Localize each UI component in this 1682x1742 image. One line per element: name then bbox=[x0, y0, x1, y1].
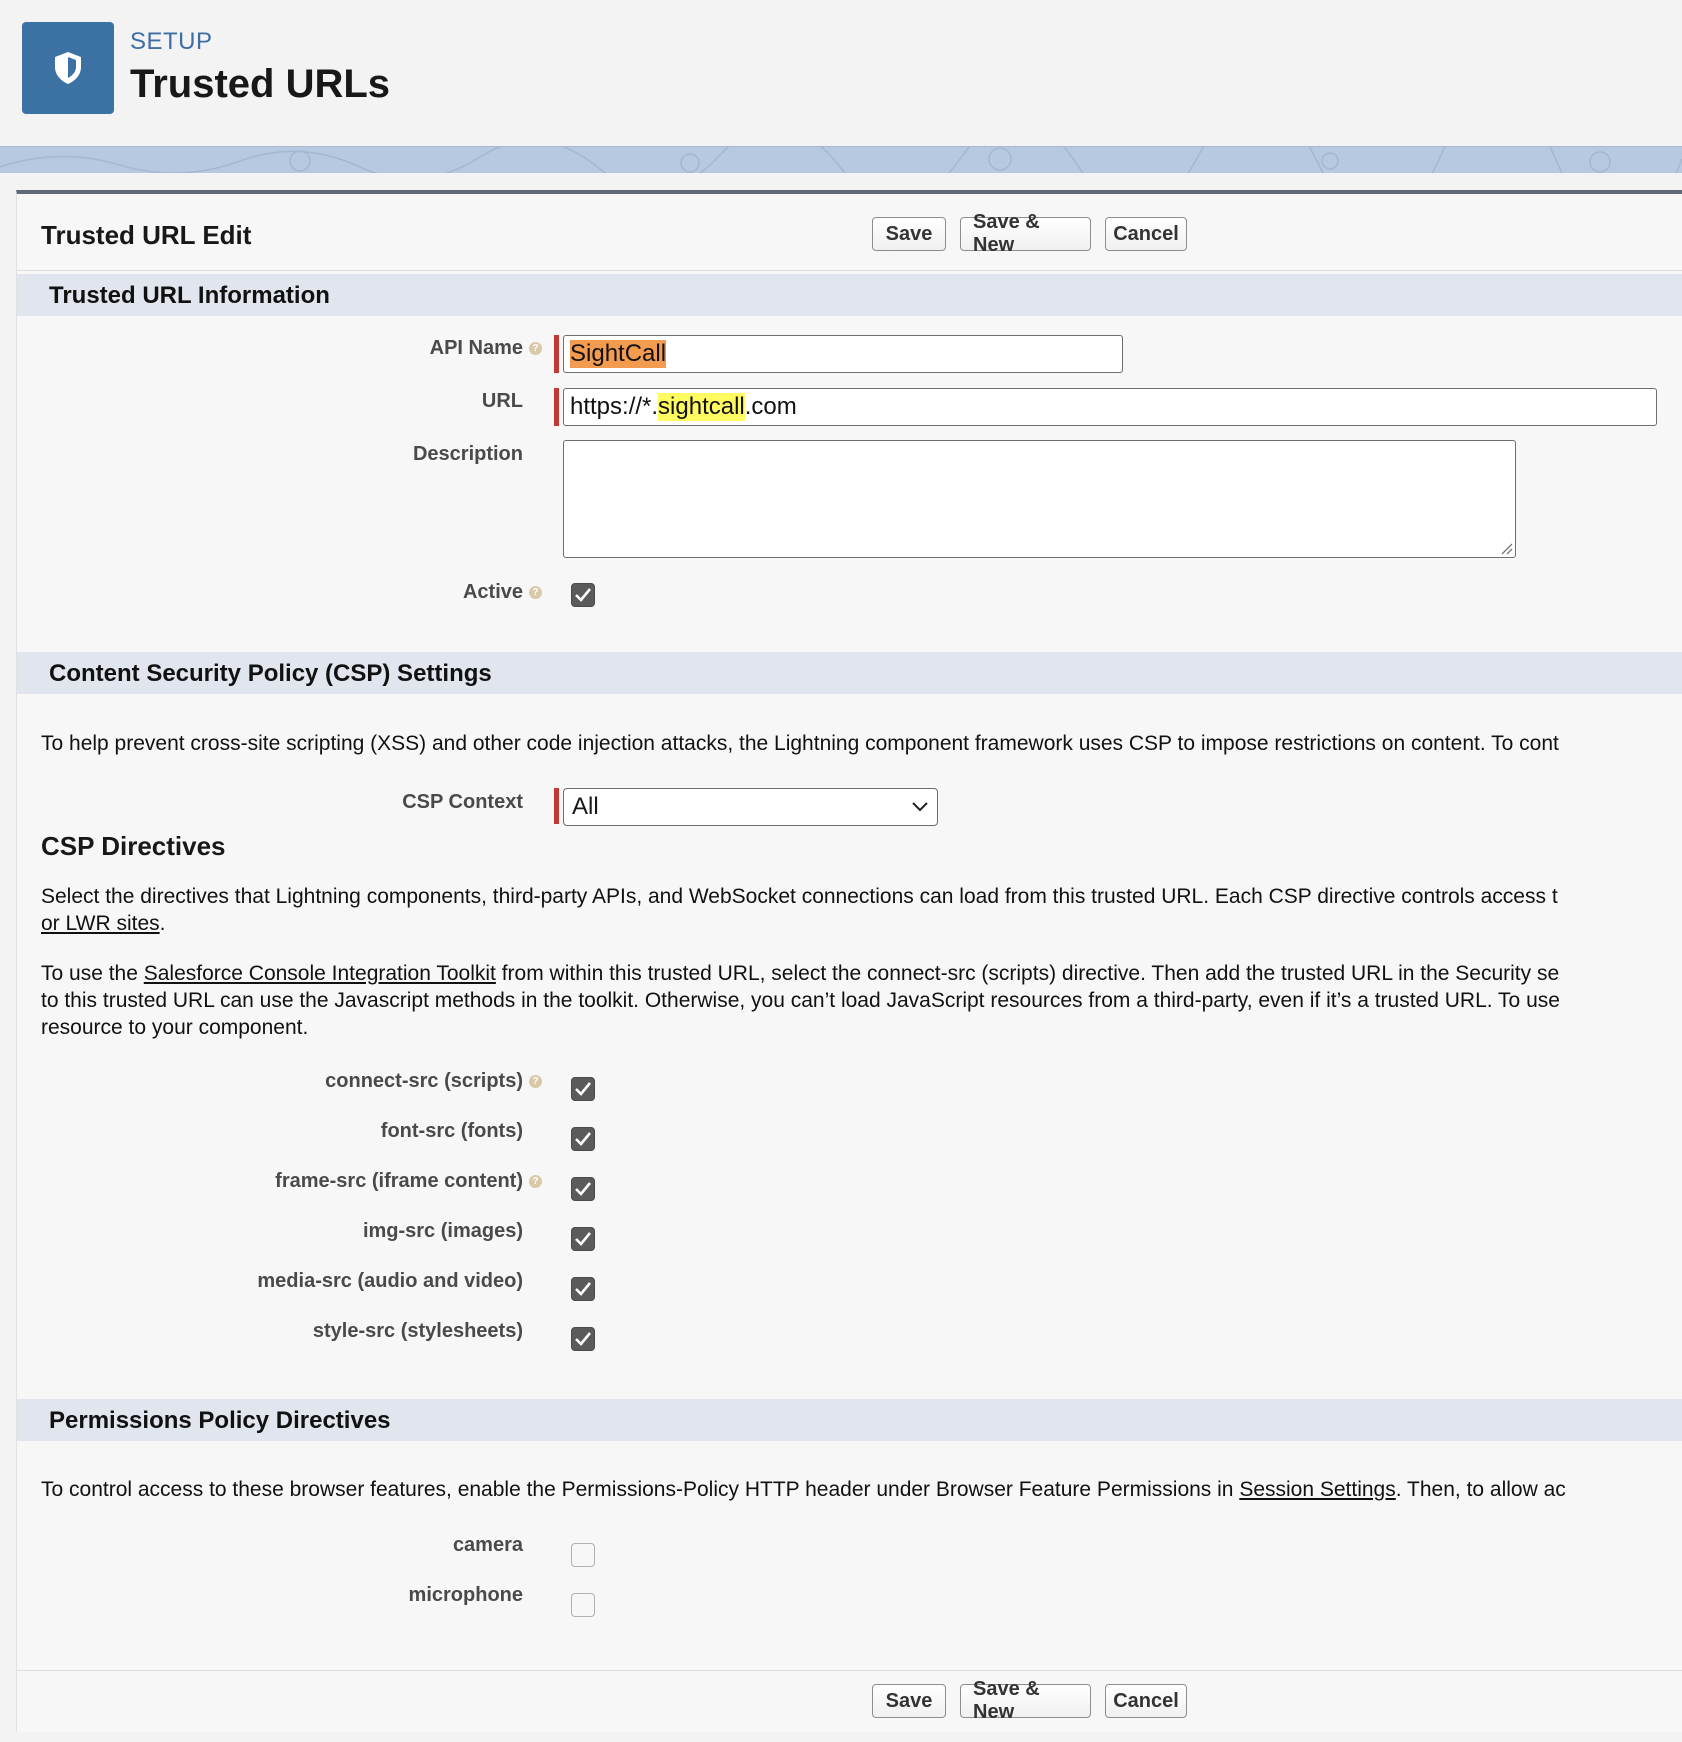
paragraph-line bbox=[41, 960, 1682, 987]
top-button-bar bbox=[872, 211, 1187, 256]
session-settings-link[interactable]: Session Settings bbox=[1239, 1478, 1396, 1501]
section-header-csp bbox=[17, 652, 1682, 694]
required-indicator bbox=[554, 788, 559, 824]
api-name-label: API Name bbox=[429, 337, 523, 359]
camera-label: camera bbox=[452, 1534, 523, 1556]
active-label: Active bbox=[462, 581, 523, 603]
section-title: Content Security Policy (CSP) Settings bbox=[49, 660, 492, 687]
section-title: Trusted URL Information bbox=[49, 282, 330, 309]
required-indicator bbox=[554, 335, 559, 373]
help-icon[interactable]: ? bbox=[529, 1175, 542, 1188]
active-checkbox[interactable] bbox=[571, 583, 595, 607]
csp-intro-text: To help prevent cross-site scripting (XSS) and other code injection attacks, the Lightning component framework uses CSP to impose restrictions on content. To cont bbox=[41, 732, 1559, 755]
csp-context-value: All bbox=[572, 793, 599, 820]
url-value-prefix: https://*. bbox=[570, 393, 659, 420]
save-new-button[interactable]: Save & New bbox=[960, 217, 1091, 251]
paragraph-line: resource to your component. bbox=[41, 1016, 309, 1039]
console-toolkit-link[interactable]: Salesforce Console Integration Toolkit bbox=[143, 962, 496, 985]
lwr-sites-link[interactable]: or LWR sites bbox=[41, 912, 160, 935]
style-src-checkbox[interactable] bbox=[571, 1327, 595, 1351]
page-title: Trusted URLs bbox=[130, 62, 391, 106]
paragraph-line: Select the directives that Lightning components, third-party APIs, and WebSocket connections can load from this trusted URL. Each CSP directive controls access t bbox=[41, 885, 1558, 908]
directive-label-img-src: img-src (images) bbox=[362, 1220, 523, 1242]
csp-context-label: CSP Context bbox=[402, 791, 523, 813]
permissions-intro-text bbox=[41, 1476, 1682, 1503]
required-indicator bbox=[554, 388, 559, 426]
save-new-button[interactable]: Save & New bbox=[960, 1684, 1091, 1718]
save-button[interactable]: Save bbox=[872, 217, 946, 251]
section-header-permissions bbox=[17, 1399, 1682, 1441]
section-title: Permissions Policy Directives bbox=[49, 1407, 391, 1434]
cancel-button[interactable]: Cancel bbox=[1105, 217, 1187, 251]
paragraph-line bbox=[41, 910, 1682, 937]
api-name-input[interactable] bbox=[563, 335, 1123, 373]
img-src-checkbox[interactable] bbox=[571, 1227, 595, 1251]
page-header bbox=[0, 0, 1682, 146]
url-value-suffix: .com bbox=[744, 393, 797, 420]
divider bbox=[17, 1670, 1682, 1671]
text-segment: To control access to these browser features, enable the Permissions-Policy HTTP header under Browser Feature Permissions in bbox=[41, 1478, 1240, 1501]
bottom-button-bar bbox=[872, 1678, 1187, 1723]
decorative-banner bbox=[0, 146, 1682, 173]
section-header-info bbox=[17, 274, 1682, 316]
frame-src-checkbox[interactable] bbox=[571, 1177, 595, 1201]
help-icon[interactable]: ? bbox=[529, 586, 542, 599]
edit-title: Trusted URL Edit bbox=[41, 220, 252, 250]
directive-label-font-src: font-src (fonts) bbox=[380, 1120, 523, 1142]
breadcrumb[interactable]: SETUP bbox=[130, 28, 213, 55]
url-value-highlight: sightcall bbox=[658, 393, 745, 420]
save-button[interactable]: Save bbox=[872, 1684, 946, 1718]
url-label: URL bbox=[481, 390, 523, 412]
microphone-label: microphone bbox=[408, 1584, 523, 1606]
help-icon[interactable]: ? bbox=[529, 342, 542, 355]
chevron-down-icon bbox=[911, 801, 929, 813]
shield-icon bbox=[22, 22, 114, 114]
media-src-checkbox[interactable] bbox=[571, 1277, 595, 1301]
csp-directives-heading: CSP Directives bbox=[41, 831, 226, 861]
api-name-value: SightCall bbox=[570, 340, 667, 367]
description-textarea[interactable] bbox=[563, 440, 1516, 558]
csp-directives-text-1 bbox=[41, 883, 1682, 937]
directive-label-media-src: media-src (audio and video) bbox=[257, 1270, 523, 1292]
directive-label-connect-src: connect-src (scripts) bbox=[325, 1070, 523, 1092]
font-src-checkbox[interactable] bbox=[571, 1127, 595, 1151]
text-segment: from within this trusted URL, select the connect-src (scripts) directive. Then add the trusted URL in the Security se bbox=[495, 962, 1560, 985]
resize-handle-icon[interactable] bbox=[1499, 541, 1513, 555]
directive-label-frame-src: frame-src (iframe content) bbox=[275, 1170, 523, 1192]
camera-checkbox[interactable] bbox=[571, 1543, 595, 1567]
description-label: Description bbox=[412, 443, 523, 465]
csp-context-select[interactable] bbox=[563, 788, 938, 826]
paragraph-line: to this trusted URL can use the Javascript methods in the toolkit. Otherwise, you can’t load JavaScript resources from a third-party, even if it’s a trusted URL. To use bbox=[41, 989, 1560, 1012]
connect-src-checkbox[interactable] bbox=[571, 1077, 595, 1101]
text-segment: To use the bbox=[41, 962, 144, 985]
cancel-button[interactable]: Cancel bbox=[1105, 1684, 1187, 1718]
edit-panel bbox=[16, 190, 1682, 1732]
csp-directives-text-2 bbox=[41, 960, 1682, 1041]
paragraph-end: . bbox=[159, 912, 166, 935]
microphone-checkbox[interactable] bbox=[571, 1593, 595, 1617]
divider bbox=[17, 270, 1682, 271]
help-icon[interactable]: ? bbox=[529, 1075, 542, 1088]
directive-label-style-src: style-src (stylesheets) bbox=[312, 1320, 523, 1342]
url-input[interactable] bbox=[563, 388, 1657, 426]
text-segment: . Then, to allow ac bbox=[1395, 1478, 1566, 1501]
